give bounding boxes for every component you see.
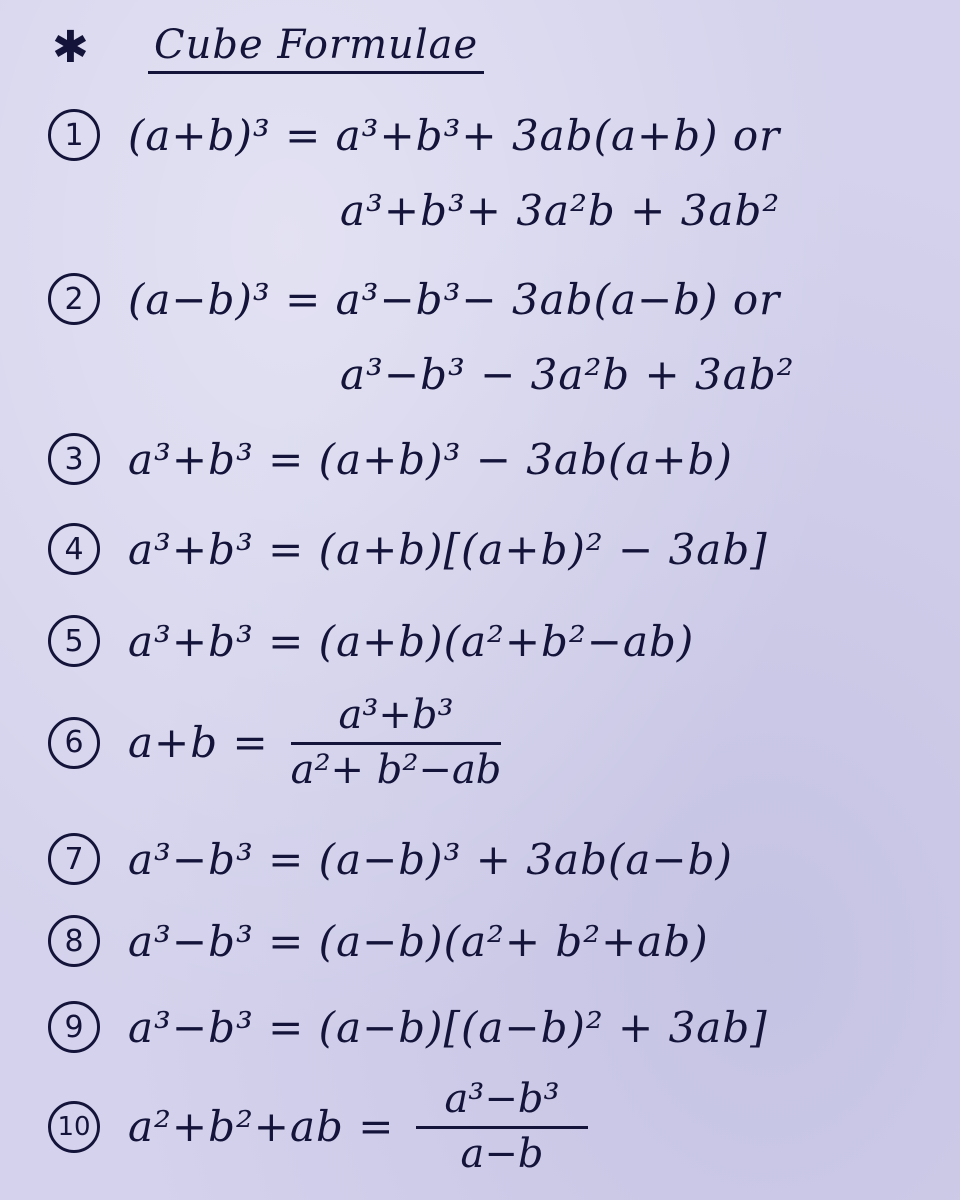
formula-expression: a³+b³ = (a+b)³ − 3ab(a+b) [128, 434, 733, 484]
formula-number: 6 [48, 717, 100, 769]
formula-expression: a³+b³ = (a+b)(a²+b²−ab) [128, 616, 695, 666]
formula-number: 1 [48, 109, 100, 161]
formula-8 [48, 904, 709, 978]
formula-number: 7 [48, 833, 100, 885]
formula-number: 2 [48, 273, 100, 325]
formula-3 [48, 422, 733, 496]
formula-9 [48, 990, 768, 1064]
formula-1 [48, 98, 780, 172]
formula-1-continuation: a³+b³+ 3a²b + 3ab² [340, 186, 781, 235]
formula-7 [48, 822, 733, 896]
title-row [52, 18, 484, 78]
formula-number: 10 [48, 1101, 100, 1153]
formula-lhs: a+b = [128, 718, 269, 767]
formula-5 [48, 604, 694, 678]
formula-expression: a³−b³ = (a−b)[(a−b)² + 3ab] [128, 1002, 768, 1052]
formula-expression: (a−b)³ = a³−b³− 3ab(a−b) or [128, 274, 781, 324]
formula-number: 5 [48, 615, 100, 667]
formula-2 [48, 262, 780, 336]
fraction-denominator: a−b [460, 1131, 544, 1177]
formula-number: 4 [48, 523, 100, 575]
fraction-numerator: a³+b³ [338, 692, 454, 738]
formula-6 [48, 692, 501, 793]
formula-number: 8 [48, 915, 100, 967]
formula-expression: a³−b³ = (a−b)(a²+ b²+ab) [128, 916, 709, 966]
formula-expression: a³−b³ = (a−b)³ + 3ab(a−b) [128, 834, 733, 884]
fraction [416, 1076, 587, 1177]
page-title: Cube Formulae [148, 23, 484, 74]
formula-2-continuation: a³−b³ − 3a²b + 3ab² [340, 350, 795, 399]
formula-lhs: a²+b²+ab = [128, 1102, 395, 1151]
fraction-numerator: a³−b³ [444, 1076, 560, 1122]
formula-number: 3 [48, 433, 100, 485]
formula-expression: a³+b³ = (a+b)[(a+b)² − 3ab] [128, 524, 768, 574]
fraction [291, 692, 502, 793]
formula-number: 9 [48, 1001, 100, 1053]
asterisk-icon: ✱ [52, 22, 89, 73]
formula-expression: (a+b)³ = a³+b³+ 3ab(a+b) or [128, 110, 781, 160]
formula-4 [48, 512, 768, 586]
fraction-denominator: a²+ b²−ab [290, 747, 502, 793]
formula-10 [48, 1076, 588, 1177]
